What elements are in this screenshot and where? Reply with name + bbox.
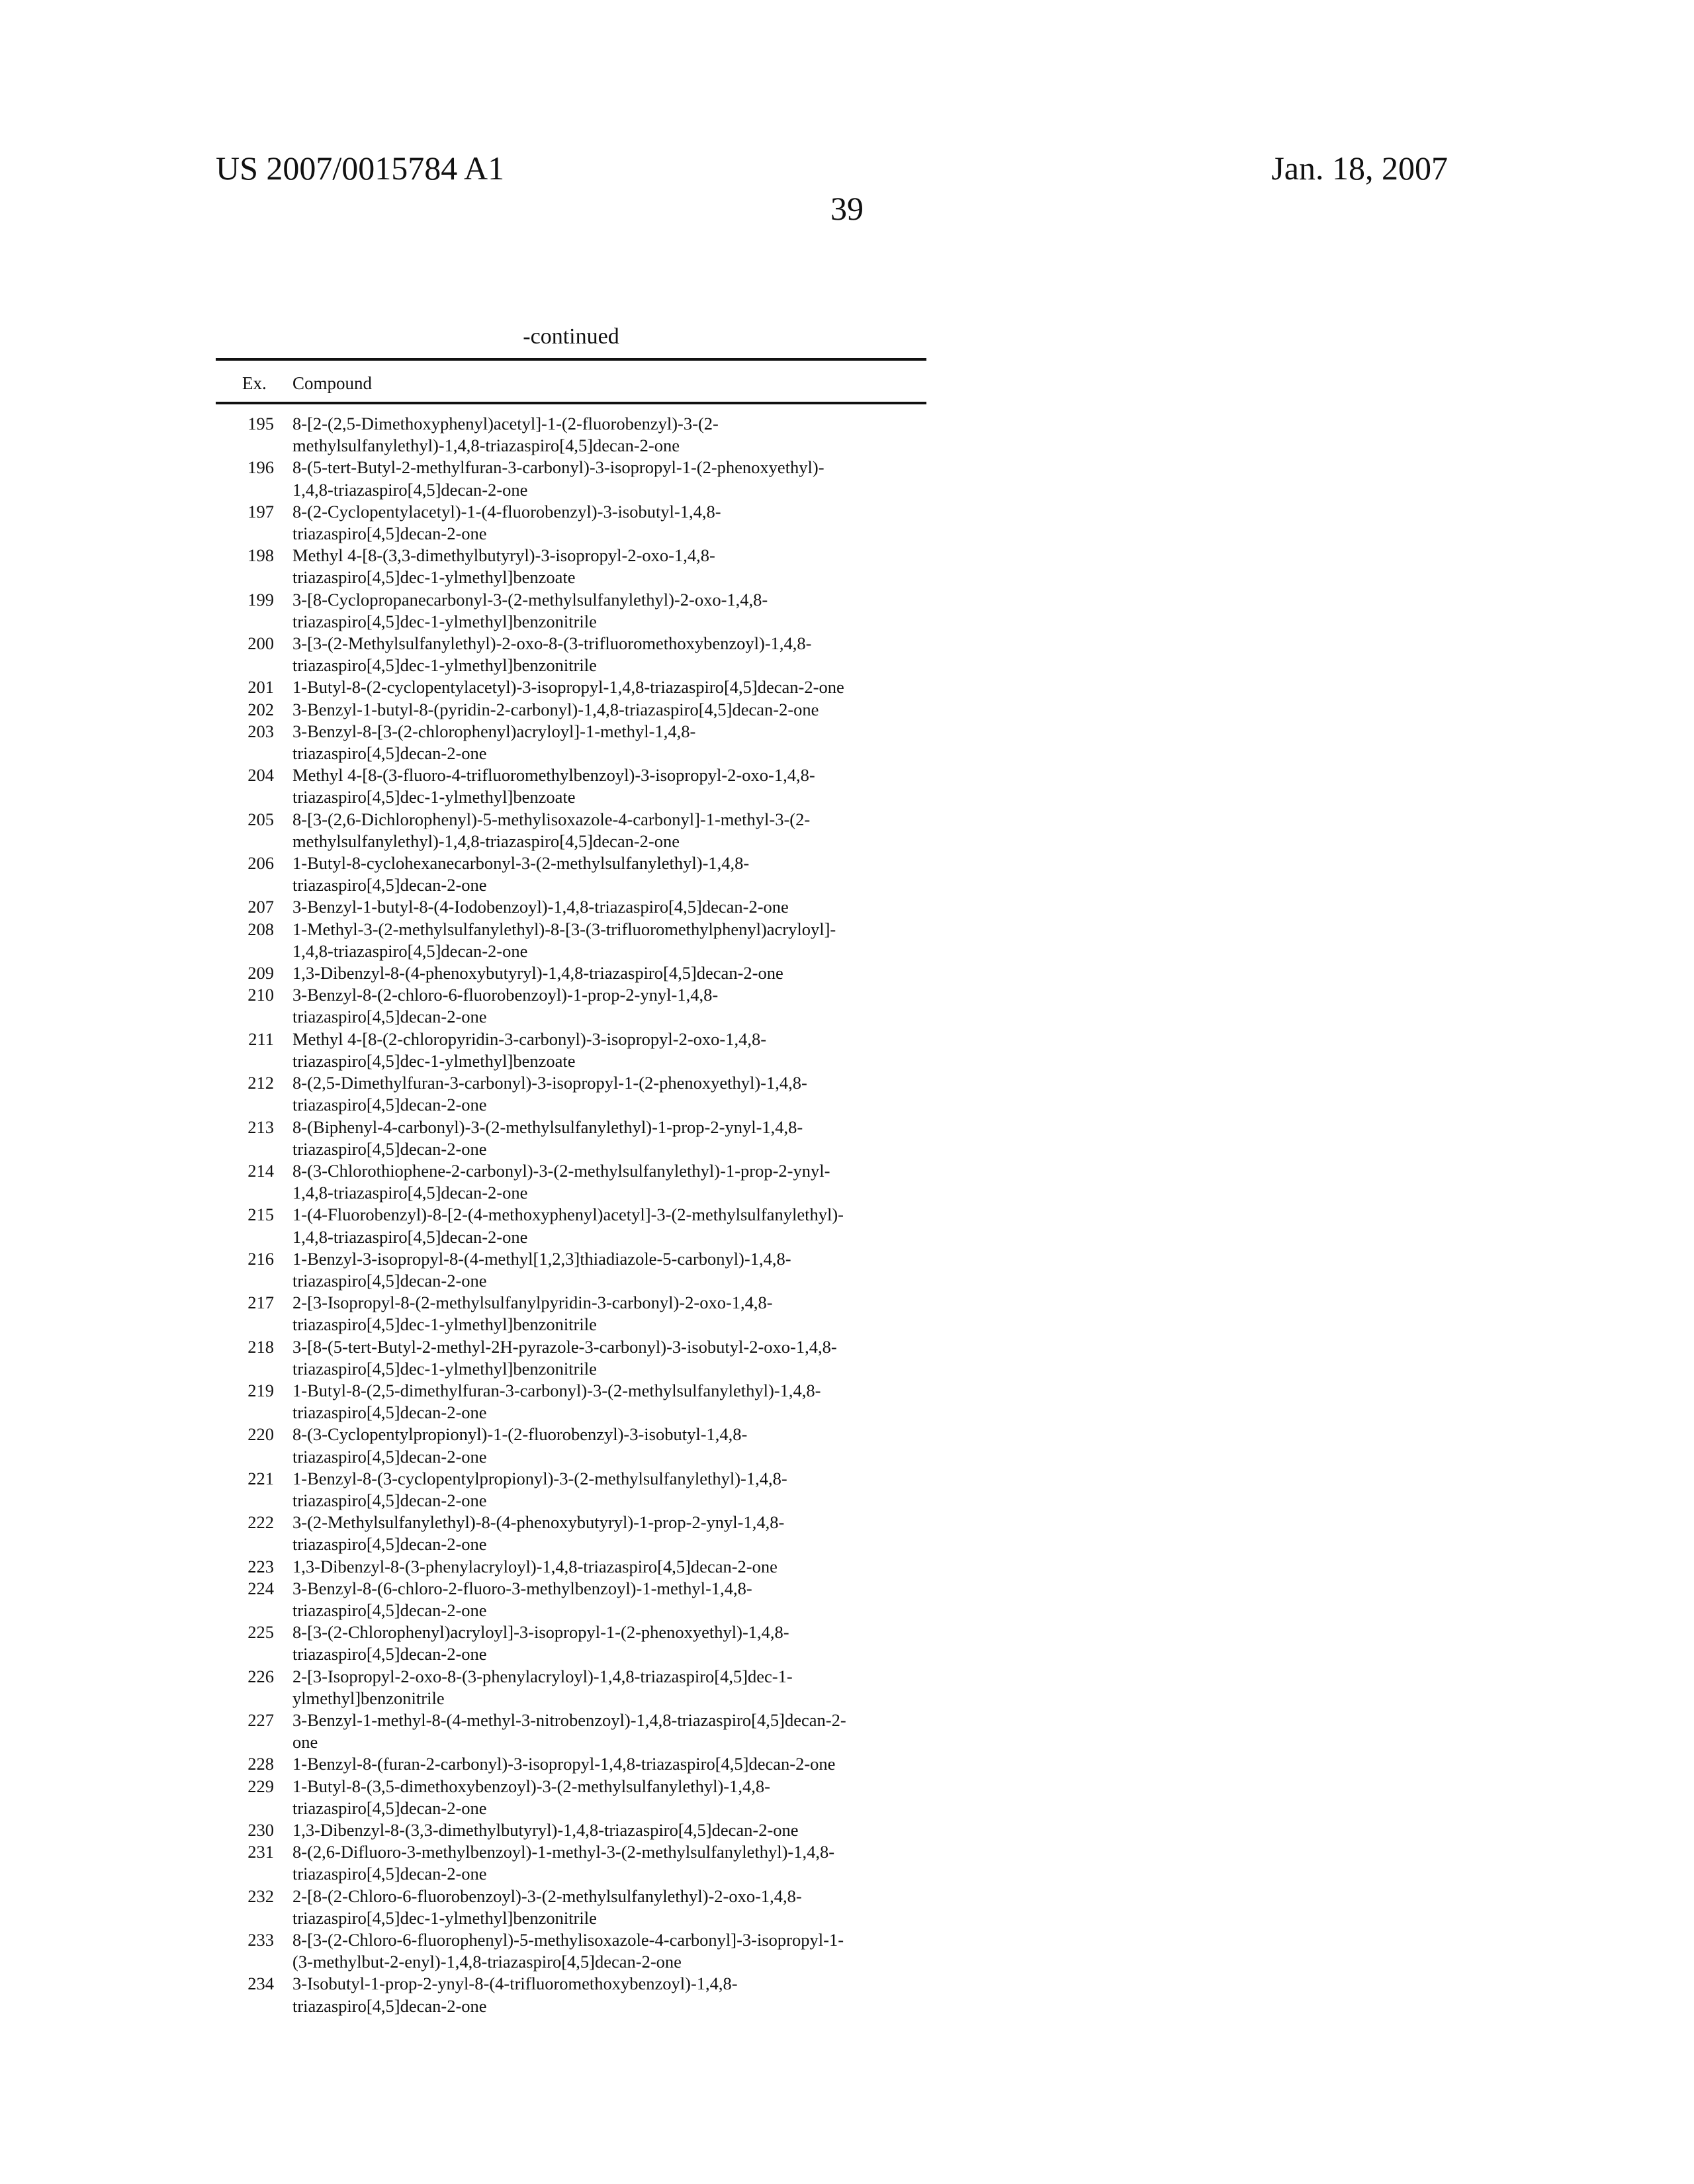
compound-name-line: 2-[3-Isopropyl-2-oxo-8-(3-phenylacryloyl)-1,4,8-triazaspiro[4,5]dec-1-	[292, 1666, 793, 1686]
compound-name-line: triazaspiro[4,5]decan-2-one	[292, 1402, 487, 1423]
compound-name-line: Methyl 4-[8-(3,3-dimethylbutyryl)-3-isopropyl-2-oxo-1,4,8-	[292, 545, 715, 566]
compound-name-line: triazaspiro[4,5]dec-1-ylmethyl]benzonitrile	[292, 1907, 597, 1928]
compound-name-line: 3-Benzyl-1-butyl-8-(pyridin-2-carbonyl)-1,4,8-triazaspiro[4,5]decan-2-one	[292, 699, 819, 719]
table-row	[216, 633, 926, 676]
example-number: 213	[247, 1116, 274, 1137]
compound-name-line: 1-Butyl-8-cyclohexanecarbonyl-3-(2-methylsulfanylethyl)-1,4,8-	[292, 853, 750, 874]
compound-name	[292, 1380, 926, 1424]
compound-name-line: 8-(2,6-Difluoro-3-methylbenzoyl)-1-methyl-3-(2-methylsulfanylethyl)-1,4,8-	[292, 1842, 835, 1862]
compound-name-line: 1-Butyl-8-(2-cyclopentylacetyl)-3-isopropyl-1,4,8-triazaspiro[4,5]decan-2-one	[292, 677, 844, 698]
compound-name-line: triazaspiro[4,5]decan-2-one	[292, 875, 487, 895]
example-number: 215	[247, 1205, 274, 1225]
compound-name-line: 3-Benzyl-8-[3-(2-chlorophenyl)acryloyl]-1-methyl-1,4,8-	[292, 721, 696, 741]
example-number: 201	[247, 677, 274, 698]
example-number: 226	[247, 1666, 274, 1686]
compound-name	[292, 1424, 926, 1467]
example-number: 212	[247, 1073, 274, 1093]
compound-name-line: 8-(3-Cyclopentylpropionyl)-1-(2-fluorobenzyl)-3-isobutyl-1,4,8-	[292, 1424, 748, 1445]
compound-name-line: 8-(3-Chlorothiophene-2-carbonyl)-3-(2-methylsulfanylethyl)-1-prop-2-ynyl-	[292, 1160, 830, 1181]
table-row	[216, 1072, 926, 1116]
compound-name	[292, 1753, 926, 1775]
example-number: 196	[247, 457, 274, 478]
page-number: 39	[830, 190, 864, 227]
compound-name-line: 8-(2-Cyclopentylacetyl)-1-(4-fluorobenzyl)-3-isobutyl-1,4,8-	[292, 501, 721, 522]
compound-name-line: triazaspiro[4,5]decan-2-one	[292, 1490, 487, 1510]
compound-name-line: triazaspiro[4,5]dec-1-ylmethyl]benzonitrile	[292, 1314, 597, 1335]
compound-name-line: Methyl 4-[8-(3-fluoro-4-trifluoromethylbenzoyl)-3-isopropyl-2-oxo-1,4,8-	[292, 765, 815, 786]
table-row	[216, 545, 926, 588]
example-number: 195	[247, 414, 274, 433]
compound-name-line: 3-Benzyl-8-(6-chloro-2-fluoro-3-methylbenzoyl)-1-methyl-1,4,8-	[292, 1578, 752, 1598]
compound-name	[292, 1776, 926, 1819]
compound-name	[292, 1292, 926, 1336]
compound-name-line: 2-[8-(2-Chloro-6-fluorobenzoyl)-3-(2-methylsulfanylethyl)-2-oxo-1,4,8-	[292, 1886, 802, 1906]
compound-name-line: triazaspiro[4,5]dec-1-ylmethyl]benzoate	[292, 567, 576, 588]
example-number: 227	[247, 1709, 274, 1730]
example-number: 198	[247, 545, 274, 566]
table-row	[216, 1468, 926, 1512]
compound-name-line: 8-[3-(2-Chloro-6-fluorophenyl)-5-methylisoxazole-4-carbonyl]-3-isopropyl-1-	[292, 1930, 844, 1950]
compound-name-line: 3-[3-(2-Methylsulfanylethyl)-2-oxo-8-(3-trifluoromethoxybenzoyl)-1,4,8-	[292, 633, 812, 654]
compound-name-line: 8-[2-(2,5-Dimethoxyphenyl)acetyl]-1-(2-fluorobenzyl)-3-(2-	[292, 414, 719, 433]
table-row	[216, 1753, 926, 1775]
compound-name-line: 1,4,8-triazaspiro[4,5]decan-2-one	[292, 1226, 528, 1247]
compound-name-line: one	[292, 1732, 318, 1752]
compound-name-line: 1-Methyl-3-(2-methylsulfanylethyl)-8-[3-(3-trifluoromethylphenyl)acryloyl]-	[292, 919, 836, 939]
table-row	[216, 1028, 926, 1072]
compound-name-line: 1,3-Dibenzyl-8-(3,3-dimethylbutyryl)-1,4,8-triazaspiro[4,5]decan-2-one	[292, 1820, 799, 1840]
table-row	[216, 1116, 926, 1160]
compound-name	[292, 1929, 926, 1973]
compound-name-line: triazaspiro[4,5]decan-2-one	[292, 1270, 487, 1291]
compound-name-line: 3-[8-(5-tert-Butyl-2-methyl-2H-pyrazole-3-carbonyl)-3-isobutyl-2-oxo-1,4,8-	[292, 1336, 837, 1357]
example-number: 211	[248, 1028, 274, 1049]
table-row	[216, 1621, 926, 1665]
compound-name	[292, 1468, 926, 1512]
compound-name-line: 1-Butyl-8-(3,5-dimethoxybenzoyl)-3-(2-methylsulfanylethyl)-1,4,8-	[292, 1776, 770, 1796]
compound-name-line: 1-Butyl-8-(2,5-dimethylfuran-3-carbonyl)-3-(2-methylsulfanylethyl)-1,4,8-	[292, 1380, 821, 1400]
compound-name-line: triazaspiro[4,5]decan-2-one	[292, 1446, 487, 1467]
compound-name	[292, 457, 926, 500]
compound-name-line: 8-(5-tert-Butyl-2-methylfuran-3-carbonyl)-3-isopropyl-1-(2-phenoxyethyl)-	[292, 457, 825, 478]
compound-name	[292, 545, 926, 588]
example-number: 224	[247, 1578, 274, 1598]
compound-name-line: 3-Benzyl-8-(2-chloro-6-fluorobenzoyl)-1-prop-2-ynyl-1,4,8-	[292, 985, 719, 1005]
compound-name-line: triazaspiro[4,5]decan-2-one	[292, 743, 487, 764]
compound-name-line: triazaspiro[4,5]dec-1-ylmethyl]benzoate	[292, 787, 576, 807]
compound-name-line: triazaspiro[4,5]decan-2-one	[292, 1138, 487, 1159]
example-number: 223	[247, 1556, 274, 1576]
example-number: 206	[247, 853, 274, 874]
table-row	[216, 1841, 926, 1885]
table-row	[216, 457, 926, 500]
compound-name	[292, 413, 926, 457]
compound-name	[292, 1336, 926, 1380]
compound-name-line: 1,3-Dibenzyl-8-(4-phenoxybutyryl)-1,4,8-triazaspiro[4,5]decan-2-one	[292, 963, 783, 983]
compound-name	[292, 1973, 926, 2017]
table-row	[216, 764, 926, 808]
publication-number: US 2007/0015784 A1	[216, 150, 505, 187]
example-number: 202	[247, 699, 274, 719]
example-number: 228	[247, 1754, 274, 1774]
compound-name-line: triazaspiro[4,5]dec-1-ylmethyl]benzoate	[292, 1050, 576, 1071]
compound-name	[292, 1512, 926, 1555]
example-number: 204	[247, 765, 274, 786]
compound-name-line: 3-Isobutyl-1-prop-2-ynyl-8-(4-trifluoromethoxybenzoyl)-1,4,8-	[292, 1974, 738, 1994]
column-header-compound: Compound	[292, 373, 373, 393]
table-header	[216, 372, 926, 394]
compound-name-line: triazaspiro[4,5]decan-2-one	[292, 523, 487, 544]
column-header-ex: Ex.	[242, 373, 267, 393]
table-row	[216, 589, 926, 633]
table-row	[216, 809, 926, 852]
compound-name	[292, 1841, 926, 1885]
compound-name-line: 3-Benzyl-1-methyl-8-(4-methyl-3-nitrobenzoyl)-1,4,8-triazaspiro[4,5]decan-2-	[292, 1709, 846, 1730]
compound-name	[292, 809, 926, 852]
compound-name-line: 1-(4-Fluorobenzyl)-8-[2-(4-methoxyphenyl)acetyl]-3-(2-methylsulfanylethyl)-	[292, 1205, 844, 1225]
compound-name	[292, 633, 926, 676]
table-row	[216, 1819, 926, 1841]
compound-name-line: triazaspiro[4,5]dec-1-ylmethyl]benzonitrile	[292, 611, 597, 631]
compound-name-line: 1-Benzyl-8-(furan-2-carbonyl)-3-isopropyl-1,4,8-triazaspiro[4,5]decan-2-one	[292, 1754, 836, 1774]
compound-name-line: 1,3-Dibenzyl-8-(3-phenylacryloyl)-1,4,8-triazaspiro[4,5]decan-2-one	[292, 1556, 778, 1576]
example-number: 216	[247, 1248, 274, 1269]
compound-name-line: triazaspiro[4,5]dec-1-ylmethyl]benzonitrile	[292, 1358, 597, 1379]
compound-name	[292, 1578, 926, 1621]
table-row	[216, 1578, 926, 1621]
compound-name	[292, 984, 926, 1028]
compound-name-line: 8-(Biphenyl-4-carbonyl)-3-(2-methylsulfanylethyl)-1-prop-2-ynyl-1,4,8-	[292, 1116, 803, 1137]
table-row	[216, 852, 926, 896]
table-row	[216, 699, 926, 721]
table-row	[216, 919, 926, 962]
compound-name	[292, 1819, 926, 1841]
example-number: 231	[247, 1842, 274, 1862]
compound-name	[292, 1028, 926, 1072]
example-number: 221	[247, 1468, 274, 1488]
example-number: 199	[247, 589, 274, 610]
example-number: 197	[247, 501, 274, 522]
compound-name-line: triazaspiro[4,5]decan-2-one	[292, 1534, 487, 1555]
table-row	[216, 1929, 926, 1973]
table-row	[216, 676, 926, 698]
table-row	[216, 1424, 926, 1467]
compound-name-line: Methyl 4-[8-(2-chloropyridin-3-carbonyl)-3-isopropyl-2-oxo-1,4,8-	[292, 1028, 767, 1049]
compound-name-line: triazaspiro[4,5]decan-2-one	[292, 1095, 487, 1115]
compound-name	[292, 1666, 926, 1709]
example-number: 208	[247, 919, 274, 939]
example-number: 214	[247, 1160, 274, 1181]
compound-name-line: 1-Benzyl-3-isopropyl-8-(4-methyl[1,2,3]thiadiazole-5-carbonyl)-1,4,8-	[292, 1248, 791, 1269]
compound-name-line: methylsulfanylethyl)-1,4,8-triazaspiro[4,5]decan-2-one	[292, 435, 680, 456]
compound-name-line: 1,4,8-triazaspiro[4,5]decan-2-one	[292, 1183, 528, 1203]
example-number: 234	[247, 1974, 274, 1994]
compound-name	[292, 699, 926, 721]
example-number: 220	[247, 1424, 274, 1445]
compound-name	[292, 1072, 926, 1116]
example-number: 207	[247, 897, 274, 917]
compound-name	[292, 1886, 926, 1929]
example-number: 203	[247, 721, 274, 741]
compound-name	[292, 589, 926, 633]
compound-name	[292, 676, 926, 698]
compound-name-line: triazaspiro[4,5]decan-2-one	[292, 1644, 487, 1664]
table-top-rule	[216, 358, 926, 361]
example-number: 229	[247, 1776, 274, 1796]
compound-name	[292, 1204, 926, 1248]
table-row	[216, 984, 926, 1028]
example-number: 232	[247, 1886, 274, 1906]
compound-name-line: 8-[3-(2-Chlorophenyl)acryloyl]-3-isopropyl-1-(2-phenoxyethyl)-1,4,8-	[292, 1622, 789, 1643]
example-number: 209	[247, 963, 274, 983]
compound-name-line: triazaspiro[4,5]decan-2-one	[292, 1864, 487, 1884]
compound-name	[292, 501, 926, 545]
table-row	[216, 1666, 926, 1709]
table-row	[216, 721, 926, 764]
example-number: 222	[247, 1512, 274, 1533]
compound-name-line: 8-(2,5-Dimethylfuran-3-carbonyl)-3-isopropyl-1-(2-phenoxyethyl)-1,4,8-	[292, 1073, 807, 1093]
example-number: 210	[247, 985, 274, 1005]
compound-name-line: triazaspiro[4,5]dec-1-ylmethyl]benzonitrile	[292, 655, 597, 676]
table-row	[216, 1292, 926, 1336]
compound-name	[292, 1160, 926, 1204]
compound-name-line: triazaspiro[4,5]decan-2-one	[292, 1797, 487, 1818]
publication-date: Jan. 18, 2007	[1271, 150, 1448, 187]
compound-name-line: triazaspiro[4,5]decan-2-one	[292, 1007, 487, 1027]
compound-name-line: 1,4,8-triazaspiro[4,5]decan-2-one	[292, 940, 528, 961]
example-number: 233	[247, 1930, 274, 1950]
compound-name	[292, 1116, 926, 1160]
table-row	[216, 1776, 926, 1819]
compound-name-line: 1,4,8-triazaspiro[4,5]decan-2-one	[292, 479, 528, 500]
compound-name	[292, 919, 926, 962]
table-caption: -continued	[523, 324, 619, 349]
compound-name	[292, 721, 926, 764]
compound-name	[292, 764, 926, 808]
example-number: 230	[247, 1820, 274, 1840]
compound-name	[292, 962, 926, 984]
compound-name-line: triazaspiro[4,5]decan-2-one	[292, 1995, 487, 2016]
table-row	[216, 962, 926, 984]
table-row	[216, 1556, 926, 1578]
example-number: 205	[247, 809, 274, 829]
table-header-rule	[216, 402, 926, 404]
compound-name	[292, 1621, 926, 1665]
example-number: 219	[247, 1380, 274, 1400]
compound-name	[292, 852, 926, 896]
compound-name-line: 1-Benzyl-8-(3-cyclopentylpropionyl)-3-(2-methylsulfanylethyl)-1,4,8-	[292, 1468, 787, 1488]
table-row	[216, 1160, 926, 1204]
compound-name-line: triazaspiro[4,5]decan-2-one	[292, 1600, 487, 1620]
compound-name-line: ylmethyl]benzonitrile	[292, 1688, 445, 1708]
table-row	[216, 896, 926, 918]
table-row	[216, 413, 926, 457]
compound-name-line: 2-[3-Isopropyl-8-(2-methylsulfanylpyridin-3-carbonyl)-2-oxo-1,4,8-	[292, 1293, 773, 1313]
compound-name-line: 3-Benzyl-1-butyl-8-(4-Iodobenzoyl)-1,4,8-triazaspiro[4,5]decan-2-one	[292, 897, 789, 917]
table-row	[216, 1380, 926, 1424]
table-row	[216, 1512, 926, 1555]
compound-name	[292, 1709, 926, 1753]
example-number: 200	[247, 633, 274, 654]
compound-table-body	[216, 413, 926, 2017]
table-row	[216, 1248, 926, 1292]
table-row	[216, 1973, 926, 2017]
compound-name-line: (3-methylbut-2-enyl)-1,4,8-triazaspiro[4,5]decan-2-one	[292, 1952, 682, 1972]
compound-name	[292, 1248, 926, 1292]
compound-name	[292, 896, 926, 918]
table-row	[216, 1709, 926, 1753]
compound-name-line: 3-[8-Cyclopropanecarbonyl-3-(2-methylsulfanylethyl)-2-oxo-1,4,8-	[292, 589, 768, 610]
example-number: 217	[247, 1293, 274, 1313]
table-row	[216, 1336, 926, 1380]
table-row	[216, 1886, 926, 1929]
compound-name-line: methylsulfanylethyl)-1,4,8-triazaspiro[4,5]decan-2-one	[292, 831, 680, 851]
compound-name-line: 3-(2-Methylsulfanylethyl)-8-(4-phenoxybutyryl)-1-prop-2-ynyl-1,4,8-	[292, 1512, 785, 1533]
compound-name-line: 8-[3-(2,6-Dichlorophenyl)-5-methylisoxazole-4-carbonyl]-1-methyl-3-(2-	[292, 809, 811, 829]
table-row	[216, 1204, 926, 1248]
table-row	[216, 501, 926, 545]
compound-name	[292, 1556, 926, 1578]
example-number: 225	[247, 1622, 274, 1643]
example-number: 218	[247, 1336, 274, 1357]
